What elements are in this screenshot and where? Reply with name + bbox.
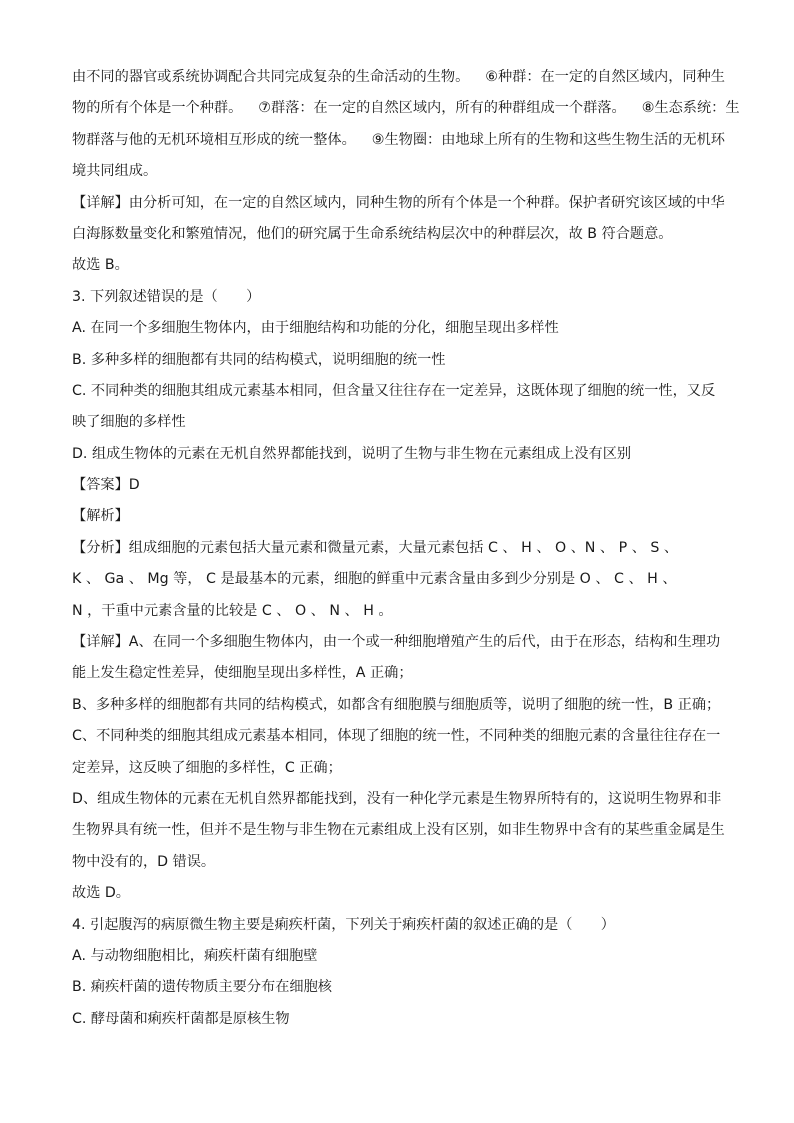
prev-detail-line-2: 白海豚数量变化和繁殖情况，他们的研究属于生命系统结构层次中的种群层次，故 B 符合题意。: [72, 225, 673, 242]
question-4-option-a: A. 与动物细胞相比，痢疾杆菌有细胞壁: [72, 947, 318, 964]
question-3-analysis-label: 【解析】: [72, 508, 129, 525]
document-page: [72, 62, 740, 1035]
question-3-detail-a-line-2: 能上发生稳定性差异，使细胞呈现出多样性，A 正确；: [72, 665, 413, 682]
question-3-analysis-line-3: N ，干重中元素含量的比较是 C 、 O 、 N 、 H 。: [72, 602, 393, 619]
question-3-detail-b: B、多种多样的细胞都有共同的结构模式，如都含有细胞膜与细胞质等，说明了细胞的统一性，B 正确；: [72, 696, 721, 713]
prev-analysis-line-1: [72, 62, 724, 93]
prev-analysis-line-3: [72, 125, 724, 156]
prev-analysis-text: 物的所有个体是一个种群。: [72, 100, 243, 117]
prev-analysis-text: 由不同的器官或系统协调配合共同完成复杂的生命活动的生物。: [72, 69, 470, 85]
question-3-detail-d-line-1: D、组成生物体的元素在无机自然界都能找到，没有一种化学元素是生物界所特有的，这说明生物界和非: [72, 790, 722, 807]
question-3-detail-a-line-1: 【详解】A、在同一个多细胞生物体内，由一个或一种细胞增殖产生的后代，由于在形态，结构和生理功: [72, 634, 721, 651]
prev-analysis-item-9: ⑨生物圈：由地球上所有的生物和这些生物生活的无机环: [371, 131, 725, 148]
prev-conclusion: 故选 B。: [72, 257, 129, 274]
question-3-option-d: D. 组成生物体的元素在无机自然界都能找到，说明了生物与非生物在元素组成上没有区别: [72, 445, 632, 462]
question-3-conclusion: 故选 D。: [72, 885, 130, 902]
prev-analysis-line-2: [72, 93, 740, 124]
prev-analysis-text: 物群落与他的无机环境相互形成的统一整体。: [72, 131, 356, 148]
prev-detail-line-1: 【详解】由分析可知，在一定的自然区域内，同种生物的所有个体是一个种群。保护者研究该区域的中华: [72, 194, 725, 211]
question-3-detail-c-line-2: 定差异，这反映了细胞的多样性，C 正确；: [72, 759, 342, 776]
question-4-option-c: C. 酵母菌和痢疾杆菌都是原核生物: [72, 1010, 290, 1027]
question-3-detail-d-line-3: 物中没有的，D 错误。: [72, 853, 216, 870]
prev-analysis-line-4: 境共同组成。: [72, 163, 158, 180]
prev-analysis-item-8: ⑧生态系统：生: [641, 100, 740, 117]
question-3-analysis-line-2: K 、 Ga 、 Mg 等， C 是最基本的元素，细胞的鲜重中元素含量由多到少分别是 O 、 C 、 H 、: [72, 571, 677, 588]
question-4-stem: 4. 引起腹泻的病原微生物主要是痢疾杆菌，下列关于痢疾杆菌的叙述正确的是（ ）: [72, 916, 615, 933]
question-3-answer: 【答案】D: [72, 477, 140, 494]
question-3-detail-d-line-2: 生物界具有统一性，但并不是生物与非生物在元素组成上没有区别，如非生物界中含有的某些重金属是生: [72, 822, 725, 839]
question-3-option-c-line-1: C. 不同种类的细胞其组成元素基本相同，但含量又往往存在一定差异，这既体现了细胞的统一性，又反: [72, 382, 716, 399]
question-4-option-b: B. 痢疾杆菌的遗传物质主要分布在细胞核: [72, 979, 332, 996]
question-3-option-c-line-2: 映了细胞的多样性: [72, 414, 186, 431]
prev-analysis-item-6: ⑥种群：在一定的自然区域内，同种生: [485, 69, 725, 85]
prev-analysis-item-7: ⑦群落：在一定的自然区域内，所有的种群组成一个群落。: [258, 100, 626, 117]
question-3-analysis-line-1: 【分析】组成细胞的元素包括大量元素和微量元素，大量元素包括 C 、 H 、 O 、N 、 P 、 S 、: [72, 539, 679, 556]
question-3-detail-c-line-1: C、不同种类的细胞其组成元素基本相同，体现了细胞的统一性，不同种类的细胞元素的含量往往存在一: [72, 728, 721, 745]
question-3-option-a: A. 在同一个多细胞生物体内，由于细胞结构和功能的分化，细胞呈现出多样性: [72, 320, 559, 337]
question-3-option-b: B. 多种多样的细胞都有共同的结构模式，说明细胞的统一性: [72, 351, 446, 368]
question-3-stem: 3. 下列叙述错误的是（ ）: [72, 288, 261, 305]
